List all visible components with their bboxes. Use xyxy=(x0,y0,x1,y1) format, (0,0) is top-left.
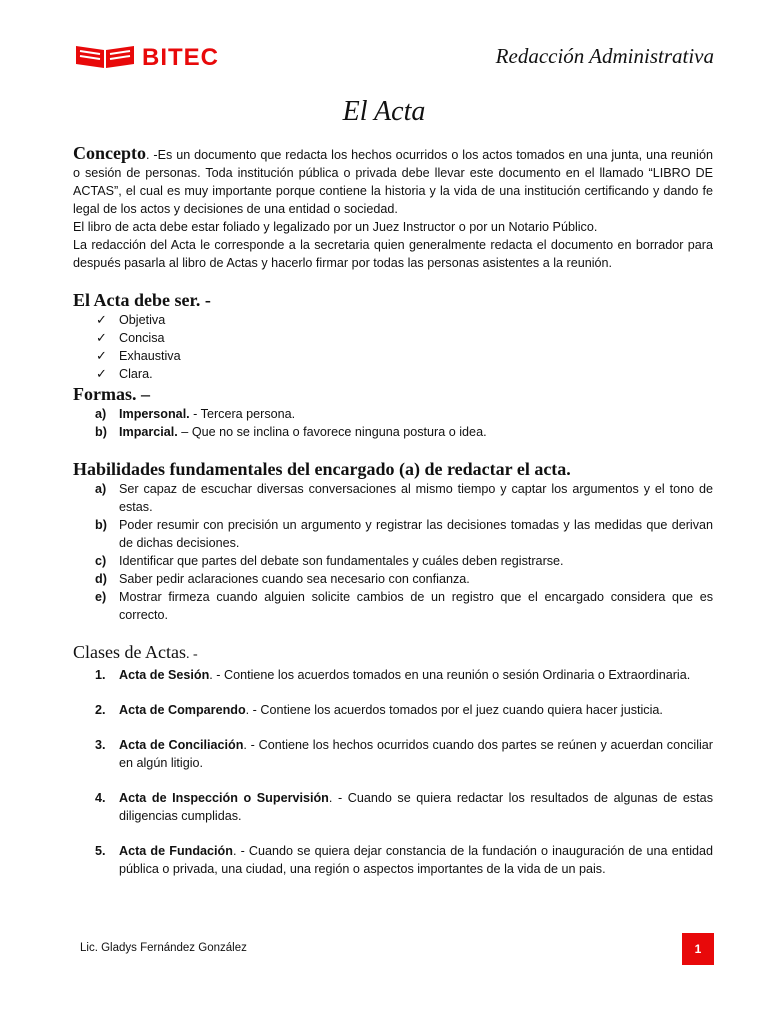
redaccion-paragraph: La redacción del Acta le corresponde a la secretaria quien generalmente redacta el documento en borrador para después pasarla al libro de Actas y hacerlo firmar por todas las personas asistentes a la reunión. xyxy=(73,238,713,270)
list-item: a) Ser capaz de escuchar diversas conversaciones al mismo tiempo y captar los argumentos y el tono de estas. xyxy=(95,482,713,514)
header-course-title: Redacción Administrativa xyxy=(495,44,714,68)
list-item: 3. Acta de Conciliación. - Contiene los hechos ocurridos cuando dos partes se reúnen y acuerdan conciliar en algún litigio. xyxy=(95,738,713,770)
habilidades-heading: Habilidades fundamentales del encargado (a) de redactar el acta. xyxy=(73,459,571,479)
debe-ser-list xyxy=(73,311,713,383)
concepto-paragraph xyxy=(73,144,713,218)
list-item: ✓ Clara. xyxy=(96,366,153,381)
clases-heading: Clases de Actas. - xyxy=(73,642,198,662)
list-item: 2. Acta de Comparendo. - Contiene los acuerdos tomados por el juez cuando quiera hacer justicia. xyxy=(95,703,663,717)
list-item: ✓ Objetiva xyxy=(96,312,166,327)
checkmark-icon: ✓ xyxy=(96,348,107,363)
list-item: e) Mostrar firmeza cuando alguien solicite cambios de un registro que el encargado considera que es correcto. xyxy=(95,590,713,622)
list-item: d) Saber pedir aclaraciones cuando sea necesario con confianza. xyxy=(95,572,470,586)
clases-list xyxy=(73,666,713,878)
list-item: 1. Acta de Sesión. - Contiene los acuerdos tomados en una reunión o sesión Ordinaria o Extraordinaria. xyxy=(95,668,691,682)
list-item: b) Poder resumir con precisión un argumento y registrar las decisiones tomadas y las medidas que derivan de dichas decisiones. xyxy=(95,518,713,550)
concepto-text: . -Es un documento que redacta los hechos ocurridos o los actos tomados en una junta, una reunión o sesión de personas. Toda institución pública o privada debe llevar este documento en el llamado “LIBRO DE ACTAS”, el cual es muy importante porque contiene la historia y la vida de una institución certificando y dando fe legal de los actos y decisiones de una entidad o sociedad. xyxy=(73,148,713,216)
list-item: b) Imparcial. – Que no se inclina o favorece ninguna postura o idea. xyxy=(95,425,487,439)
formas-heading: Formas. – xyxy=(73,384,150,404)
list-item: a) Impersonal. - Tercera persona. xyxy=(95,407,296,421)
libro-paragraph: El libro de acta debe estar foliado y legalizado por un Juez Instructor o por un Notario Público. xyxy=(73,220,598,234)
svg-text:BITEC: BITEC xyxy=(142,44,219,70)
bitec-logo xyxy=(74,42,266,70)
footer-author: Lic. Gladys Fernández González xyxy=(80,942,247,954)
habilidades-list xyxy=(73,480,713,624)
list-item: 4. Acta de Inspección o Supervisión. - Cuando se quiera redactar los resultados de algunas de estas diligencias cumplidas. xyxy=(95,791,713,823)
list-item: 5. Acta de Fundación. - Cuando se quiera dejar constancia de la fundación o inauguración de una entidad pública o privada, una ciudad, una región o aspectos importantes de la vida de un pais. xyxy=(95,844,714,876)
checkmark-icon: ✓ xyxy=(96,312,107,327)
formas-list xyxy=(73,405,713,441)
bitec-logo-graphic xyxy=(74,42,266,70)
list-item: ✓ Concisa xyxy=(96,330,165,345)
checkmark-icon: ✓ xyxy=(96,366,107,381)
debe-ser-heading: El Acta debe ser. - xyxy=(73,290,211,310)
list-item: ✓ Exhaustiva xyxy=(96,348,181,363)
page-number-badge: 1 xyxy=(682,933,714,965)
checkmark-icon: ✓ xyxy=(96,330,107,345)
page-title: El Acta xyxy=(342,96,426,127)
document-body xyxy=(73,144,713,878)
list-item: c) Identificar que partes del debate son fundamentales y cuáles deben registrarse. xyxy=(95,554,564,568)
concepto-heading: Concepto xyxy=(73,143,146,163)
